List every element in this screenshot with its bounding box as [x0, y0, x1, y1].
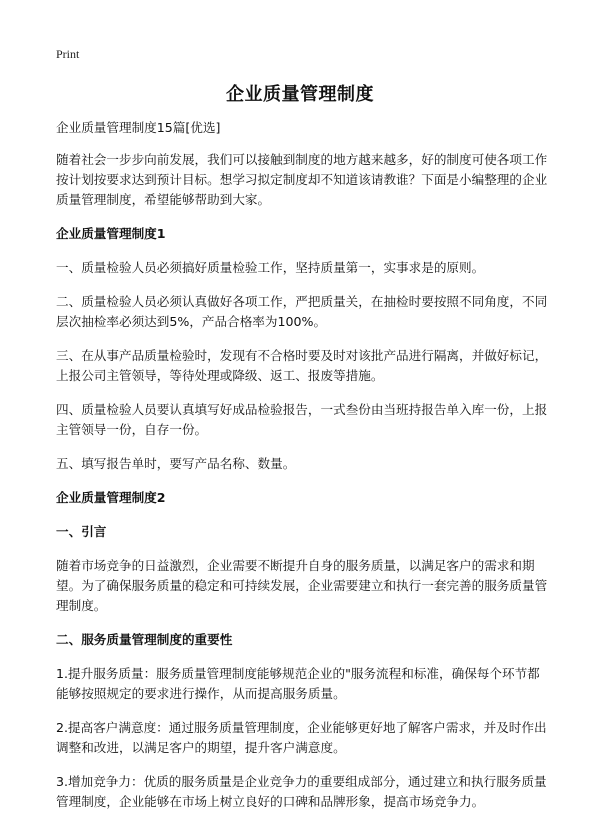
- section-heading-1: 企业质量管理制度1: [56, 226, 166, 241]
- point-item-1: 1.提升服务质量：服务质量管理制度能够规范企业的"服务流程和标准，确保每个环节都能够按照规定的要求进行操作，从而提高服务质量。: [56, 666, 540, 701]
- subsection-heading-intro: 一、引言: [56, 524, 107, 539]
- rule-item-4: 四、质量检验人员要认真填写好成品检验报告，一式叁份由当班持报告单入库一份，上报主管领导一份，自存一份。: [56, 402, 548, 437]
- rule-item-5: 五、填写报告单时，要写产品名称、数量。: [56, 456, 296, 471]
- section-heading-2: 企业质量管理制度2: [56, 490, 166, 505]
- subsection-heading-importance: 二、服务质量管理制度的重要性: [56, 632, 233, 647]
- intro-paragraph: 随着社会一步步向前发展，我们可以接触到制度的地方越来越多，好的制度可使各项工作按计划按要求达到预计目标。想学习拟定制度却不知道该请教谁？下面是小编整理的企业质量管理制度，希望能够帮助到大家。: [56, 152, 548, 207]
- document-body: [56, 118, 550, 812]
- rule-item-3: 三、在从事产品质量检验时，发现有不合格时要及时对该批产品进行隔离，并做好标记，上报公司主管领导，等待处理或降级、返工、报废等措施。: [56, 348, 548, 383]
- page-title: 企业质量管理制度: [226, 84, 374, 105]
- intro-text: 随着市场竞争的日益激烈，企业需要不断提升自身的服务质量，以满足客户的需求和期望。为了确保服务质量的稳定和可持续发展，企业需要建立和执行一套完善的服务质量管理制度。: [56, 558, 548, 613]
- rule-item-2: 二、质量检验人员必须认真做好各项工作，严把质量关，在抽检时要按照不同角度，不同层次抽检率必须达到5%，产品合格率为100%。: [56, 294, 548, 329]
- document-subtitle: 企业质量管理制度15篇[优选]: [56, 120, 221, 135]
- rule-item-1: 一、质量检验人员必须搞好质量检验工作，坚持质量第一，实事求是的原则。: [56, 260, 485, 275]
- point-item-3: 3.增加竞争力：优质的服务质量是企业竞争力的重要组成部分，通过建立和执行服务质量管理制度，企业能够在市场上树立良好的口碑和品牌形象，提高市场竞争力。: [56, 774, 547, 809]
- point-item-2: 2.提高客户满意度：通过服务质量管理制度，企业能够更好地了解客户需求，并及时作出调整和改进，以满足客户的期望，提升客户满意度。: [56, 720, 547, 755]
- print-label: Print: [56, 47, 80, 61]
